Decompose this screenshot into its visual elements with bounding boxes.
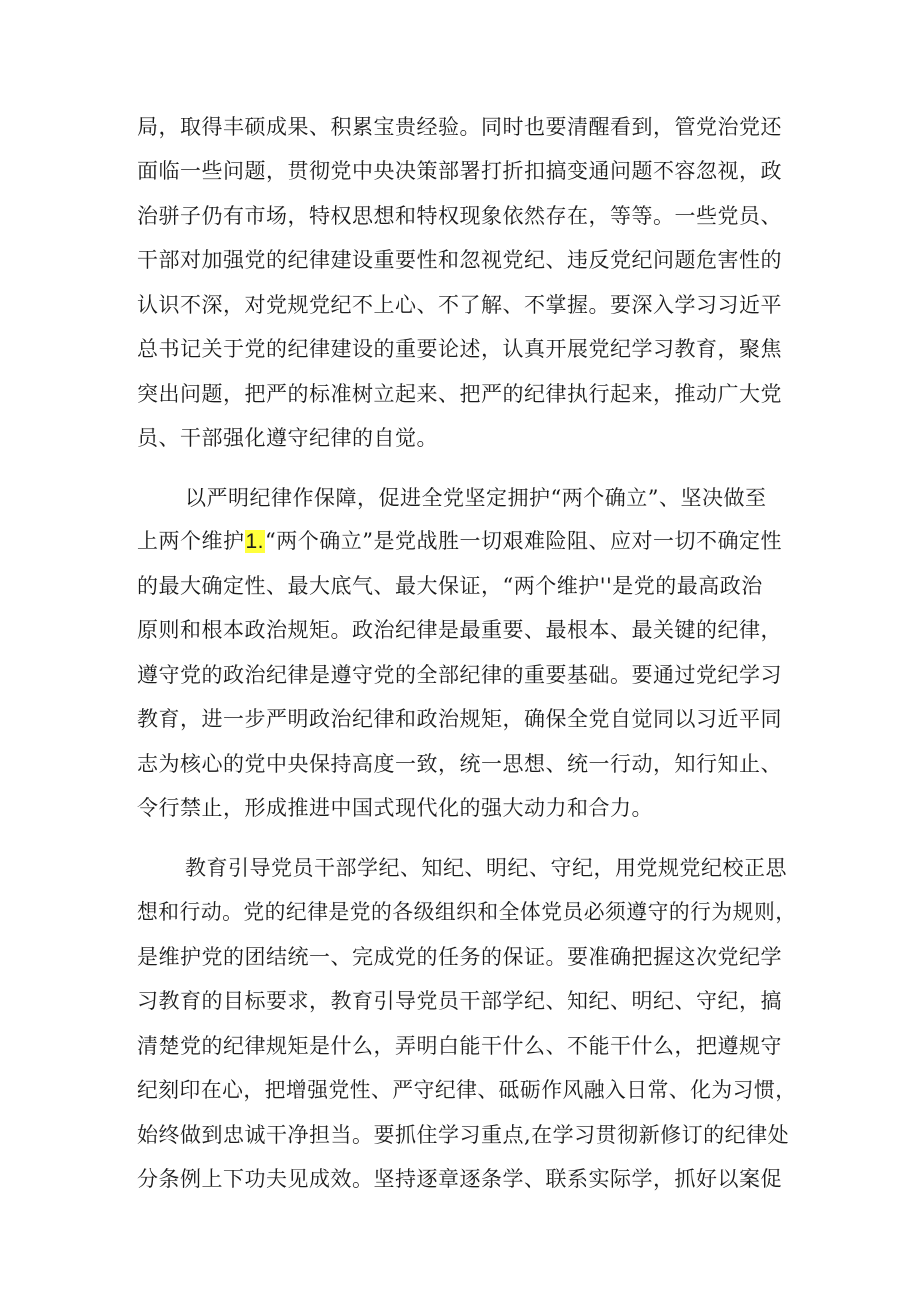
text-line: 想和行动。党的纪律是党的各级组织和全体党员必须遵守的行为规则， bbox=[137, 900, 797, 924]
text-line: 的最大确定性、最大底气、最大保证，“两个维护''是党的最高政治 bbox=[137, 574, 763, 598]
text-line: 教育，进一步严明政治纪律和政治规矩，确保全党自觉同以习近平同 bbox=[137, 707, 782, 731]
text-line: 始终做到忠诚干净担当。要抓住学习重点,在学习贯彻新修订的纪律处 bbox=[137, 1123, 790, 1147]
text-line: 员、干部强化遵守纪律的自觉。 bbox=[137, 426, 438, 450]
text-line: 志为核心的党中央保持高度一致，统一思想、统一行动，知行知止、 bbox=[137, 752, 782, 776]
text-line: 突出问题，把严的标准树立起来、把严的纪律执行起来，推动广大党 bbox=[137, 382, 782, 406]
text-line: 以严明纪律作保障，促进全党坚定拥护“两个确立”、坚决做至 bbox=[185, 486, 767, 510]
text-line: 局，取得丰硕成果、积累宝贵经验。同时也要清醒看到，管党治党还 bbox=[137, 115, 782, 139]
text-line: 清楚党的纪律规矩是什么，弄明白能干什么、不能干什么，把遵规守 bbox=[137, 1034, 782, 1058]
text-line: 原则和根本政治规矩。政治纪律是最重要、最根本、最关键的纪律， bbox=[137, 618, 782, 642]
text-segment: 上两个维护 bbox=[137, 529, 245, 553]
text-segment: “两个确立”是党战胜一切艰难险阻、应对一切不确定性 bbox=[265, 529, 782, 553]
text-line: 习教育的目标要求，教育引导党员干部学纪、知纪、明纪、守纪，搞 bbox=[137, 989, 782, 1013]
text-line: 教育引导党员干部学纪、知纪、明纪、守纪，用党规党纪校正思 bbox=[185, 856, 787, 880]
highlighted-list-marker: 1. bbox=[245, 530, 265, 553]
text-line: 干部对加强党的纪律建设重要性和忽视党纪、违反党纪问题危害性的 bbox=[137, 248, 782, 272]
text-line: 令行禁止，形成推进中国式现代化的强大动力和合力。 bbox=[137, 796, 653, 820]
text-line: 分条例上下功夫见成效。坚持逐章逐条学、联系实际学，抓好以案促 bbox=[137, 1167, 782, 1191]
text-line: 纪刻印在心，把增强党性、严守纪律、砥砺作风融入日常、化为习惯， bbox=[137, 1078, 797, 1102]
text-line: 是维护党的团结统一、完成党的任务的保证。要准确把握这次党纪学 bbox=[137, 945, 782, 969]
text-line: 总书记关于党的纪律建设的重要论述，认真开展党纪学习教育，聚焦 bbox=[137, 337, 782, 361]
text-line: 认识不深，对党规党纪不上心、不了解、不掌握。要深入学习习近平 bbox=[137, 293, 782, 317]
text-line: 面临一些问题，贯彻党中央决策部署打折扣搞变通问题不容忽视，政 bbox=[137, 159, 782, 183]
text-line-with-marker bbox=[137, 528, 782, 554]
text-line: 治骈子仍有市场，特权思想和特权现象依然存在，等等。一些党员、 bbox=[137, 204, 782, 228]
text-line: 遵守党的政治纪律是遵守党的全部纪律的重要基础。要通过党纪学习 bbox=[137, 663, 782, 687]
